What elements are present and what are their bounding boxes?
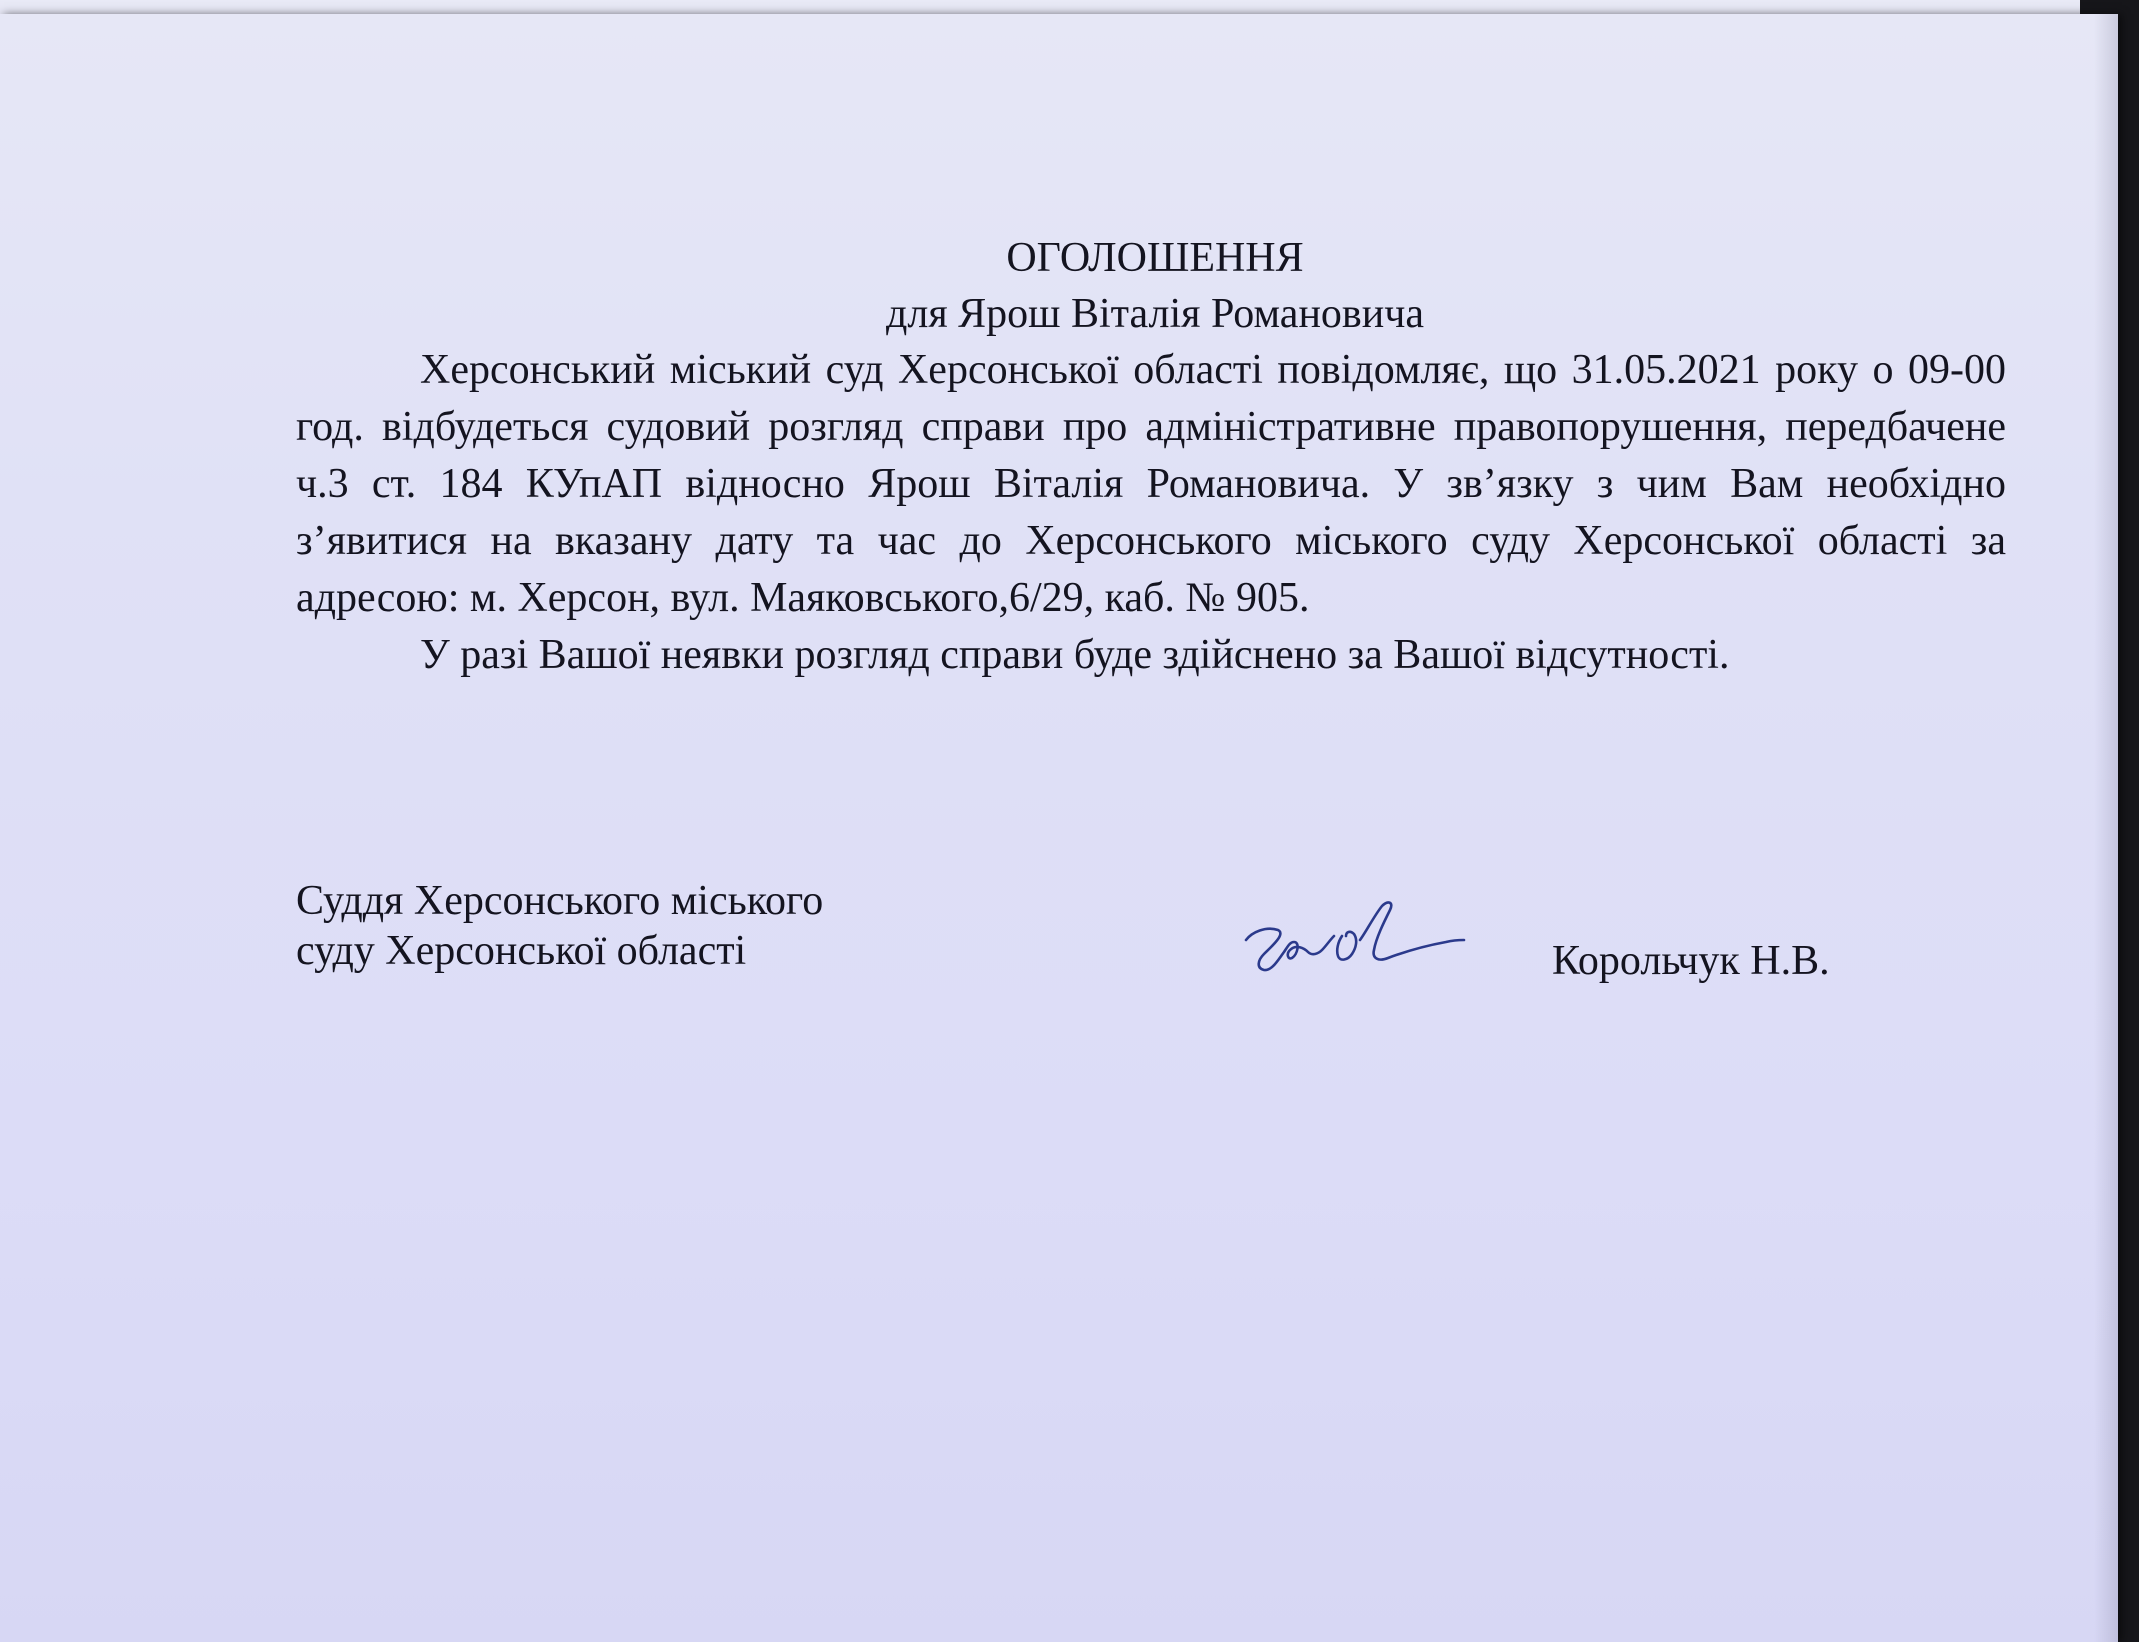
announcement-body — [296, 230, 2006, 684]
handwritten-signature — [1242, 896, 1468, 976]
judge-position-line-1: Суддя Херсонського міського — [296, 878, 824, 924]
judge-name: Корольчук Н.В. — [1552, 938, 1830, 984]
judge-position — [296, 876, 823, 976]
document-title: ОГОЛОШЕННЯ — [1006, 235, 1304, 281]
judge-position-line-2: суду Херсонської області — [296, 928, 747, 974]
absence-notice-paragraph: У разі Вашої неявки розгляд справи буде здійснено за Вашої відсутності. — [420, 632, 1730, 678]
sheet-shadow-edge — [2094, 14, 2118, 1642]
addressee-line: для Ярош Віталія Романовича — [885, 291, 1424, 337]
main-paragraph: Херсонський міський суд Херсонської області повідомляє, що 31.05.2021 року о 09-00 год. відбудеться судовий розгляд справи про адміністративне правопорушення, передбачене ч.3 ст. 184 КУпАП відносно Ярош Віталія Романовича. У зв’язку з чим Вам необхідно з’явитися на вказану дату та час до Херсонського міського суду Херсонської області за адресою: м. Херсон, вул. Маяковського,6/29, каб. № 905. — [296, 347, 2006, 621]
signature-block — [296, 876, 2006, 996]
